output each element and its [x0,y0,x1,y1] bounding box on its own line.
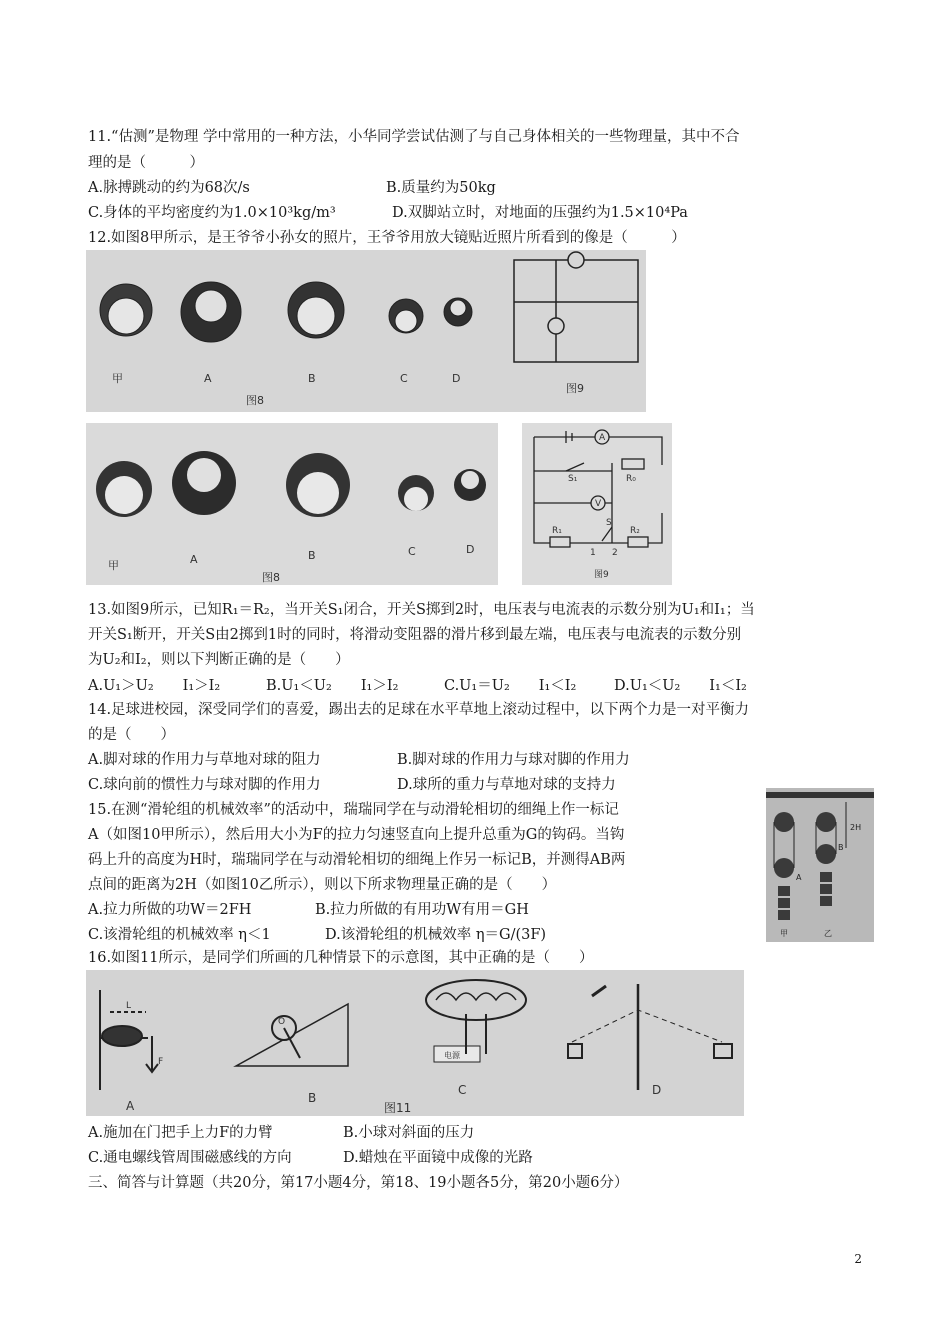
fig8-label-b: B [308,372,316,385]
fig9-ammeter-label: A [599,433,606,443]
q16-option-b: B.小球对斜面的压力 [343,1125,475,1141]
q16-option-d: D.蜡烛在平面镜中成像的光路 [343,1150,533,1166]
q13-option-b: B.U₁＜U₂ I₁＞I₂ [266,678,399,694]
fig8-label-b-2: B [308,549,316,562]
fig11-label-d: D [652,1083,662,1097]
fig8-label-c-2: C [408,545,416,558]
q12-stem-line1: 12.如图8甲所示，是王爷爷小孙女的照片，王爷爷用放大镜贴近照片所看到的像是（ ） [88,230,686,246]
fig9-r2-label: R₂ [630,526,640,536]
q13-option-a: A.U₁＞U₂ I₁＞I₂ [88,678,221,694]
fig11-label-c: C [458,1083,467,1097]
fig11-label-b: B [308,1091,317,1105]
q16-option-a: A.施加在门把手上力F的力臂 [88,1125,273,1141]
fig9-s-label: S [606,518,612,528]
fig9-pos2-label: 2 [612,548,618,558]
fig11-arm-l-label: L [126,1001,132,1011]
fig10-jia-label: 甲 [780,929,788,938]
q11-option-a: A.脉搏跳动的约为68次/s [88,180,250,196]
q13-stem-line3: 为U₂和I₂，则以下判断正确的是（ ） [88,652,350,668]
q11-option-d: D.双脚站立时，对地面的压强约为1.5×10⁴Pa [392,205,688,221]
q13-stem-line2: 开关S₁断开，开关S由2掷到1时的同时，将滑动变阻器的滑片移到最左端，电压表与电流表的示数分别 [88,627,742,643]
figure-11-photo [86,970,744,1116]
q15-stem-line2: A（如图10甲所示），然后用大小为F的拉力匀速竖直向上提升总重为G的钩码。当钩 [88,827,625,843]
fig9-voltmeter-label: V [595,499,602,509]
q13-stem-line1: 13.如图9所示，已知R₁＝R₂，当开关S₁闭合，开关S掷到2时，电压表与电流表的示数分别为U₁和I₁；当 [88,602,755,618]
figure-8-photo [86,423,498,585]
q13-option-d: D.U₁＜U₂ I₁＜I₂ [614,678,747,694]
figure-8-9-photo-top [86,250,646,412]
fig11-label-a: A [126,1099,135,1113]
q14-option-a: A.脚对球的作用力与草地对球的阻力 [88,752,321,768]
fig11-power-source-label: 电源 [444,1051,460,1060]
q16-stem-line1: 16.如图11所示，是同学们所画的几种情景下的示意图，其中正确的是（ ） [88,950,594,966]
fig8-label-jia: 甲 [112,372,123,385]
q14-option-c: C.球向前的惯性力与球对脚的作用力 [88,777,321,793]
fig9-caption: 图9 [594,570,609,580]
fig9-r1-label: R₁ [552,526,562,536]
fig11-pivot-o-label: O [278,1017,286,1027]
fig8-label-d: D [452,372,461,385]
q15-option-b: B.拉力所做的有用功W有用＝GH [315,902,529,918]
q11-option-c: C.身体的平均密度约为1.0×10³kg/m³ [88,205,336,221]
fig9-s1-label: S₁ [568,474,578,484]
q16-option-c: C.通电螺线管周围磁感线的方向 [88,1150,292,1166]
fig8-caption-top: 图8 [246,394,264,407]
fig8-label-jia-2: 甲 [108,559,119,572]
q15-option-a: A.拉力所做的功W＝2FH [88,902,252,918]
q14-option-b: B.脚对球的作用力与球对脚的作用力 [397,752,630,768]
fig11-force-f-label: F [158,1057,164,1067]
fig10-2h-label: 2H [850,823,862,832]
fig8-label-a-2: A [190,553,198,566]
figure-9-circuit [522,423,672,585]
q13-option-c: C.U₁＝U₂ I₁＜I₂ [444,678,577,694]
fig9-r0-label: R₀ [626,474,636,484]
fig10-yi-label: 乙 [824,929,832,938]
q14-stem-line1: 14.足球进校园，深受同学们的喜爱，踢出去的足球在水平草地上滚动过程中，以下两个力是一对平衡力 [88,702,750,718]
figure-10-pulley-photo [766,788,874,942]
q11-stem-line1: 11.“估测”是物理 学中常用的一种方法，小华同学尝试估测了与自己身体相关的一些物理量，其中不合 [88,129,740,145]
fig8-caption: 图8 [262,571,280,584]
fig10-b-label: B [838,843,844,852]
q15-option-d: D.该滑轮组的机械效率 η＝G/(3F) [325,927,547,943]
q15-stem-line3: 码上升的高度为H时，瑞瑞同学在与动滑轮相切的细绳上作另一标记B，并测得AB两 [88,852,626,868]
fig11-caption: 图11 [384,1101,412,1115]
q11-stem-line2: 理的是（ ） [88,155,204,171]
q15-stem-line4: 点间的距离为2H（如图10乙所示），则以下所求物理量正确的是（ ） [88,877,557,893]
fig8-label-c: C [400,372,408,385]
q15-option-c: C.该滑轮组的机械效率 η＜1 [88,927,271,943]
q11-option-b: B.质量约为50kg [386,180,496,196]
q14-option-d: D.球所的重力与草地对球的支持力 [397,777,616,793]
fig8-label-a: A [204,372,212,385]
q14-stem-line2: 的是（ ） [88,727,175,743]
fig9-pos1-label: 1 [590,548,596,558]
fig8-label-d-2: D [466,543,475,556]
fig9-caption-top: 图9 [566,382,584,395]
q15-stem-line1: 15.在测“滑轮组的机械效率”的活动中，瑞瑞同学在与动滑轮相切的细绳上作一标记 [88,802,619,818]
fig10-a-label: A [796,873,802,882]
section-3-heading: 三、简答与计算题（共20分，第17小题4分，第18、19小题各5分，第20小题6分） [88,1175,629,1191]
page-number: 2 [854,1252,862,1266]
